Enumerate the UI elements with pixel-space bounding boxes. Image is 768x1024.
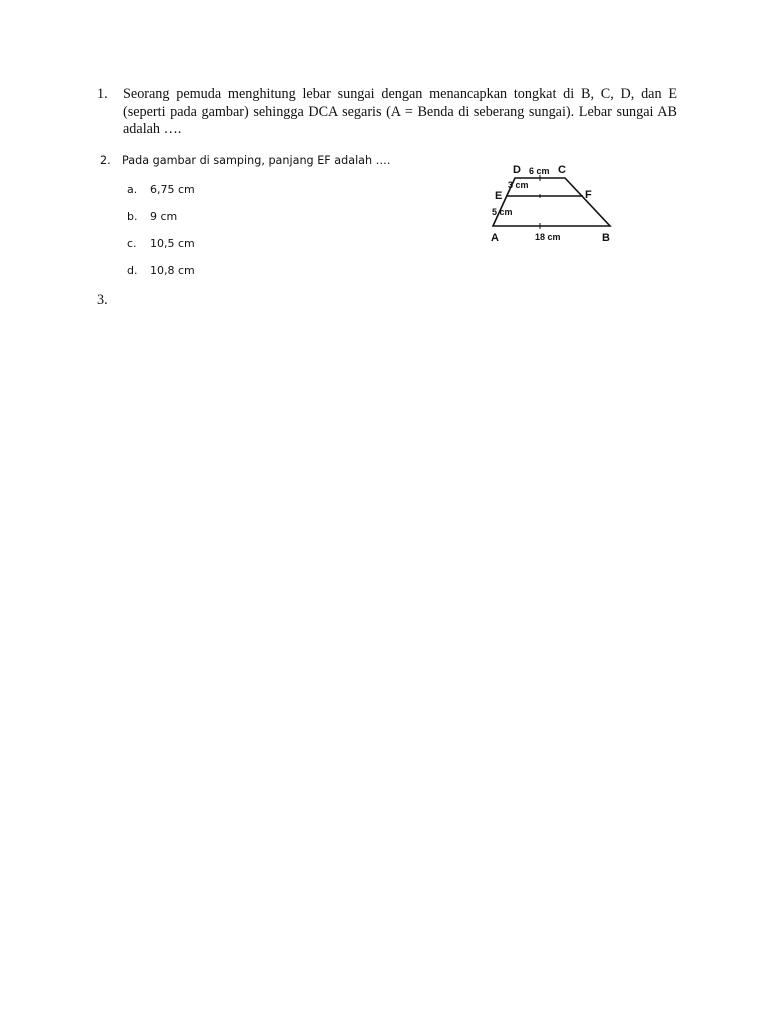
question-3-number: 3. bbox=[97, 292, 108, 308]
option-b bbox=[127, 210, 177, 223]
question-1 bbox=[97, 86, 677, 139]
option-letter: b. bbox=[127, 210, 138, 223]
option-text: 10,8 cm bbox=[150, 264, 195, 277]
question-1-text: Seorang pemuda menghitung lebar sungai dengan menancapkan tongkat di B, C, D, dan E (seperti pada gambar) sehingga DCA segaris (A = Benda di seberang sungai). Lebar sungai AB adalah …. bbox=[123, 86, 677, 137]
measure-ab: 18 cm bbox=[535, 232, 561, 242]
label-a: A bbox=[491, 232, 499, 244]
measure-dc: 6 cm bbox=[529, 166, 550, 176]
question-1-number: 1. bbox=[97, 86, 108, 102]
measure-de: 3 cm bbox=[508, 180, 529, 190]
option-text: 9 cm bbox=[150, 210, 178, 223]
option-a bbox=[127, 183, 195, 196]
label-c: C bbox=[558, 164, 566, 176]
question-3 bbox=[97, 292, 108, 309]
option-text: 6,75 cm bbox=[150, 183, 195, 196]
option-letter: d. bbox=[127, 264, 138, 277]
measure-ea: 5 cm bbox=[492, 207, 513, 217]
label-f: F bbox=[585, 189, 592, 201]
label-e: E bbox=[495, 190, 503, 202]
option-c bbox=[127, 237, 195, 250]
option-letter: a. bbox=[127, 183, 138, 196]
trapezoid-figure bbox=[482, 156, 622, 246]
option-letter: c. bbox=[127, 237, 137, 250]
question-2-text: Pada gambar di samping, panjang EF adalah …. bbox=[122, 154, 391, 167]
option-text: 10,5 cm bbox=[150, 237, 195, 250]
option-d bbox=[127, 264, 195, 277]
question-2-number: 2. bbox=[100, 154, 111, 167]
label-b: B bbox=[602, 232, 610, 244]
label-d: D bbox=[513, 164, 521, 176]
